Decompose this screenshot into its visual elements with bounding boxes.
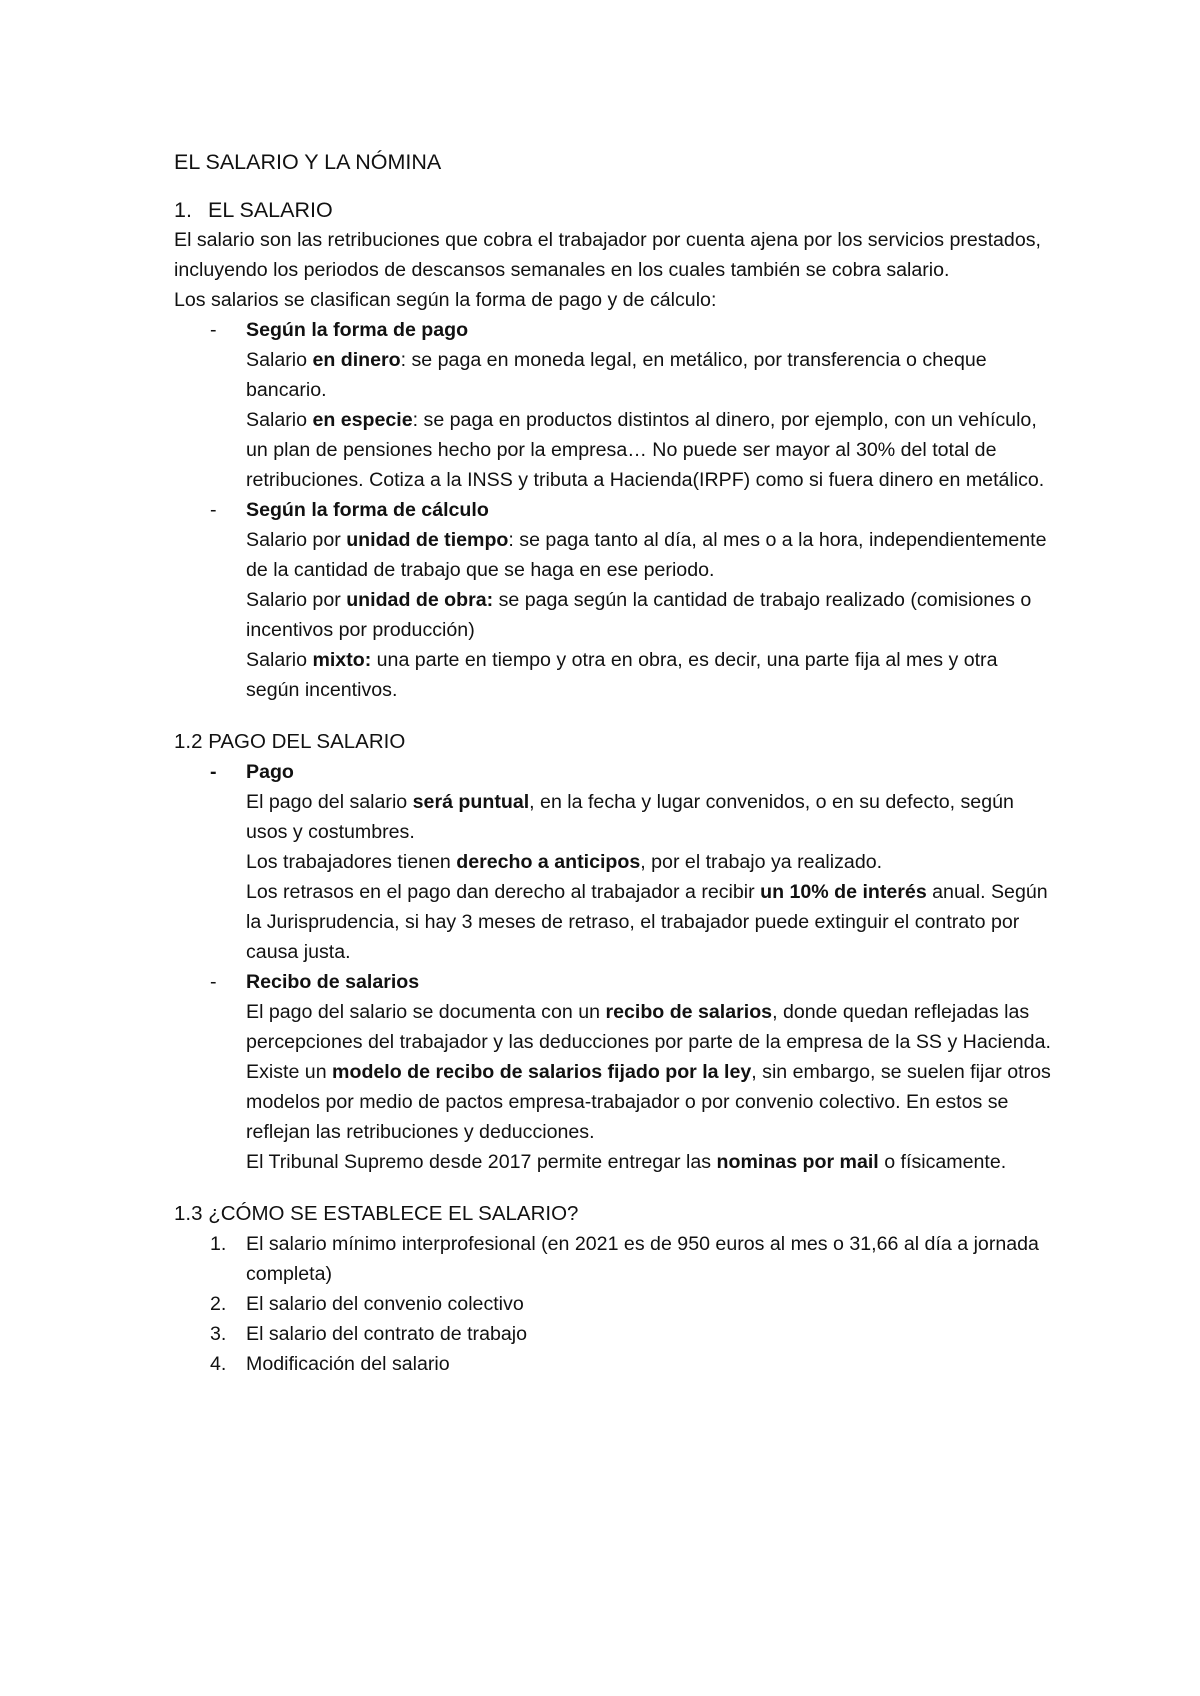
section-number: 1. [174, 198, 192, 222]
paragraph: El Tribunal Supremo desde 2017 permite entregar las nominas por mail o físicamente. [246, 1151, 1007, 1173]
list-item-forma-calculo [174, 495, 1054, 705]
list-item: 4. Modificación del salario [210, 1353, 450, 1375]
dash-bullet: - [210, 761, 217, 783]
subheading: Recibo de salarios [246, 971, 420, 993]
paragraph: Los trabajadores tienen derecho a anticipos, por el trabajo ya realizado. [246, 851, 883, 873]
subheading: Según la forma de pago [246, 319, 469, 341]
dash-bullet: - [210, 971, 217, 993]
list-item-recibo [174, 967, 1054, 1177]
list-item: 3. El salario del contrato de trabajo [210, 1323, 528, 1345]
section-title: EL SALARIO [208, 198, 333, 222]
section-1-classify: Los salarios se clasifican según la forma de pago y de cálculo: [174, 289, 717, 311]
section-1-2-heading: 1.2 PAGO DEL SALARIO [174, 730, 406, 753]
paragraph: Salario en especie: se paga en productos distintos al dinero, por ejemplo, con un vehículo, un plan de pensiones hecho por la empresa… No puede ser mayor al 30% del total de retribuciones. Cotiza a la INSS y tributa a Hacienda(IRPF) como si fuera dinero en metálico. [246, 409, 1045, 491]
paragraph: Salario por unidad de obra: se paga según la cantidad de trabajo realizado (comisiones o incentivos por producción) [246, 589, 1032, 641]
dash-bullet: - [210, 499, 217, 521]
list-item: 2. El salario del convenio colectivo [210, 1293, 524, 1315]
paragraph: El pago del salario se documenta con un recibo de salarios, donde quedan reflejadas las percepciones del trabajador y las deducciones por parte de la empresa de la SS y Hacienda. [246, 1001, 1051, 1053]
subheading: Pago [246, 761, 294, 783]
list-item: 1. El salario mínimo interprofesional (en 2021 es de 950 euros al mes o 31,66 al día a jornada completa) [210, 1233, 1039, 1285]
paragraph: Existe un modelo de recibo de salarios fijado por la ley, sin embargo, se suelen fijar otros modelos por medio de pactos empresa-trabajador o por convenio colectivo. En estos se reflejan las retribuciones y deducciones. [246, 1061, 1051, 1143]
paragraph: Salario por unidad de tiempo: se paga tanto al día, al mes o a la hora, independientemente de la cantidad de trabajo que se haga en ese periodo. [246, 529, 1047, 581]
section-1-intro: El salario son las retribuciones que cobra el trabajador por cuenta ajena por los servicios prestados, incluyendo los periodos de descansos semanales en los cuales también se cobra salario. [174, 229, 1041, 281]
subheading: Según la forma de cálculo [246, 499, 489, 521]
document-body [174, 147, 1054, 1379]
paragraph: Salario en dinero: se paga en moneda legal, en metálico, por transferencia o cheque bancario. [246, 349, 987, 401]
paragraph: Los retrasos en el pago dan derecho al trabajador a recibir un 10% de interés anual. Según la Jurisprudencia, si hay 3 meses de retraso, el trabajador puede extinguir el contrato por causa justa. [246, 881, 1048, 963]
dash-bullet: - [210, 319, 217, 341]
list-item-forma-pago [174, 315, 1054, 495]
document-title: EL SALARIO Y LA NÓMINA [174, 150, 442, 174]
numbered-list [174, 1229, 1054, 1379]
paragraph: El pago del salario será puntual, en la fecha y lugar convenidos, o en su defecto, según usos y costumbres. [246, 791, 1014, 843]
paragraph: Salario mixto: una parte en tiempo y otra en obra, es decir, una parte fija al mes y otra según incentivos. [246, 649, 998, 701]
section-1-heading [174, 195, 1054, 225]
section-1-3-heading: 1.3 ¿CÓMO SE ESTABLECE EL SALARIO? [174, 1202, 579, 1225]
list-item-pago [174, 757, 1054, 967]
